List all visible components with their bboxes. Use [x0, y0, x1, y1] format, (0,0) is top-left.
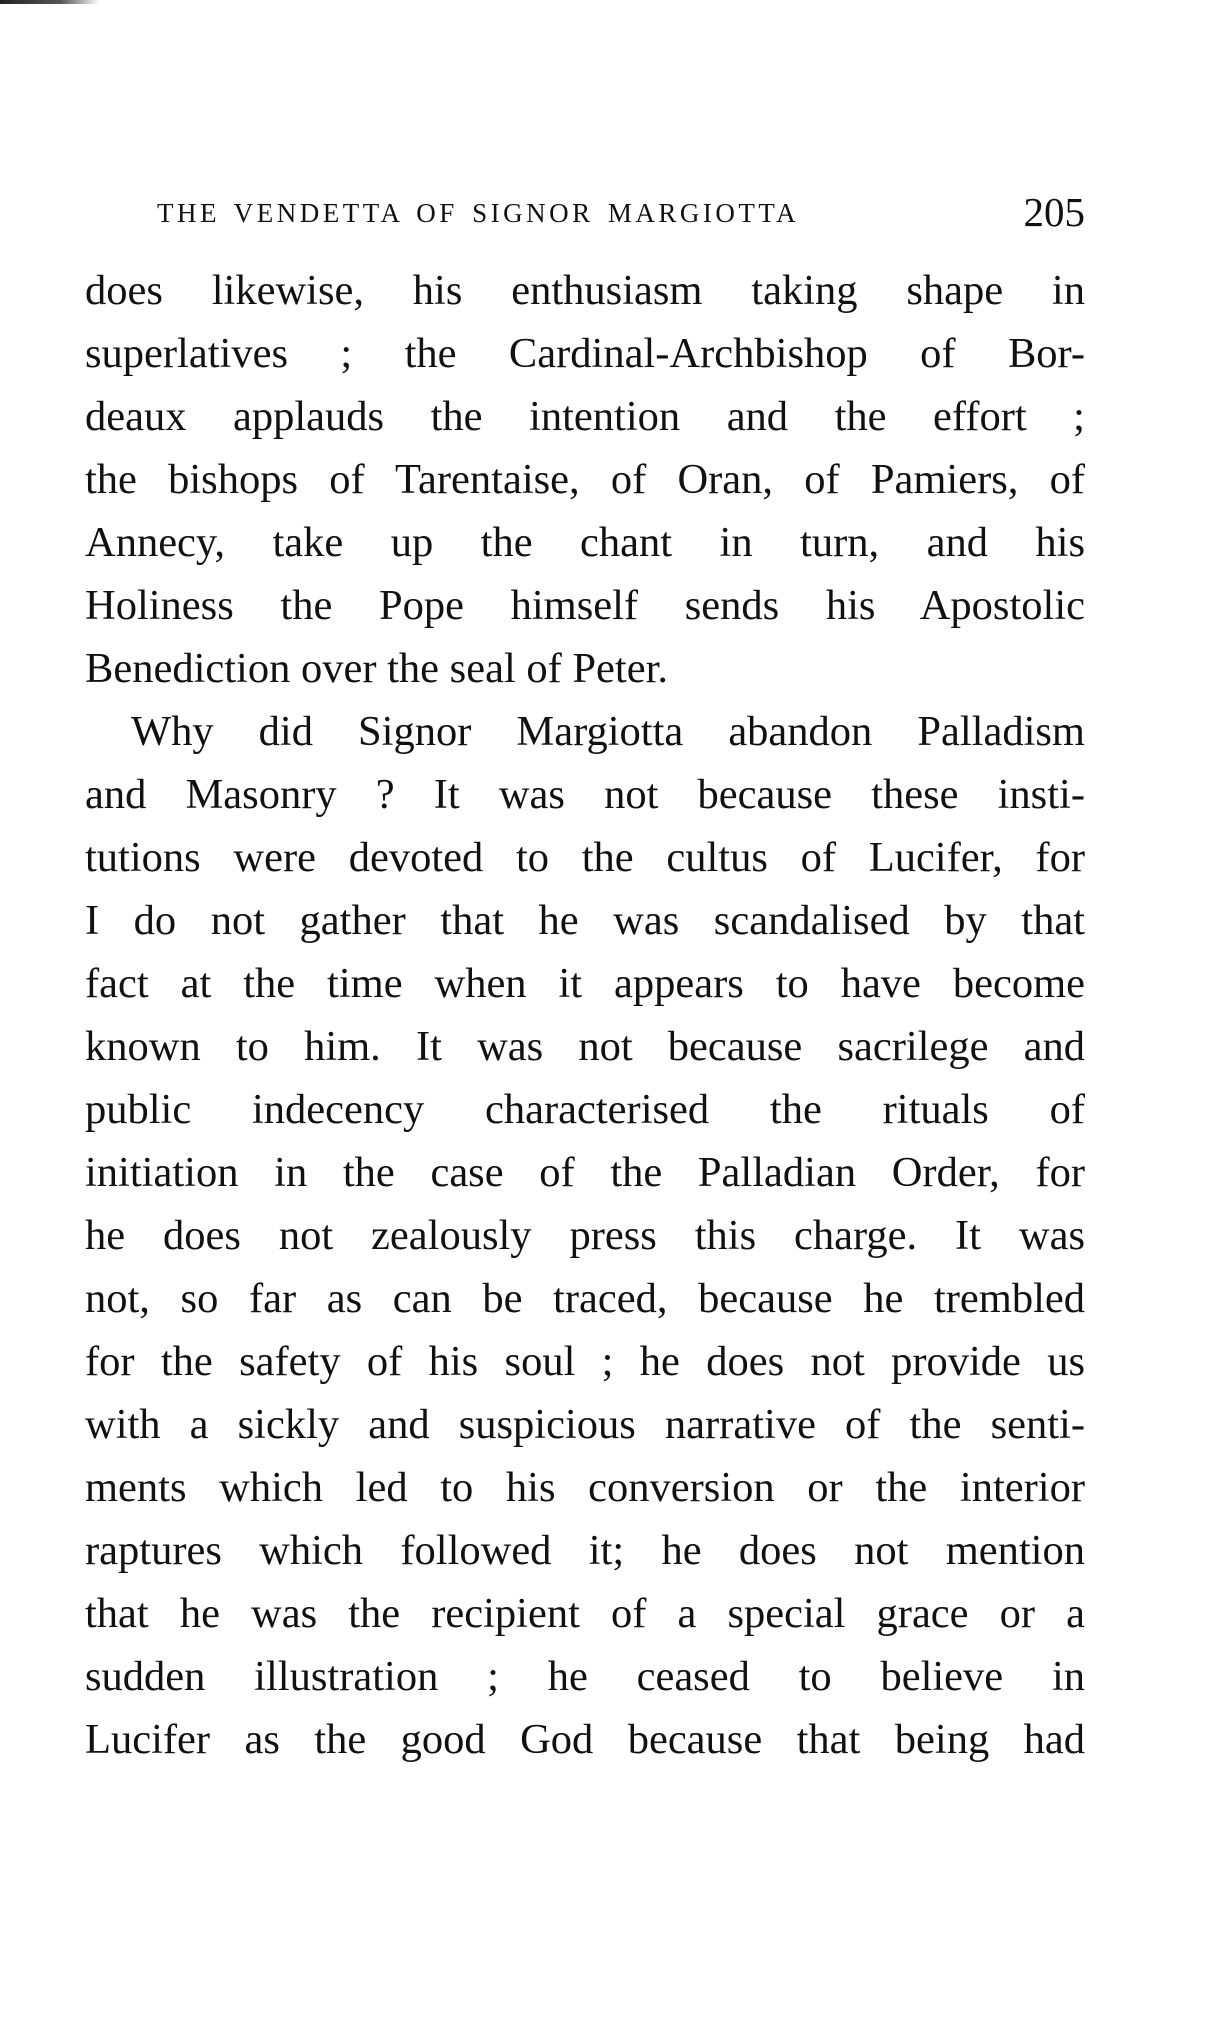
running-title: THE VENDETTA OF SIGNOR MARGIOTTA: [157, 198, 800, 228]
text-line: raptures which followed it; he does not mention: [85, 1527, 1085, 1574]
text-line: tutions were devoted to the cultus of Lucifer, for: [85, 834, 1085, 881]
text-line: ments which led to his conversion or the interior: [85, 1464, 1085, 1511]
text-line: I do not gather that he was scandalised by that: [85, 897, 1085, 944]
text-line: public indecency characterised the rituals of: [85, 1086, 1085, 1133]
text-line: Annecy, take up the chant in turn, and his: [85, 519, 1085, 566]
text-line: does likewise, his enthusiasm taking shape in: [85, 267, 1085, 314]
text-line: and Masonry ? It was not because these insti-: [85, 771, 1085, 818]
body-text: [85, 259, 1085, 1771]
text-line: Why did Signor Margiotta abandon Palladism: [131, 708, 1085, 755]
text-line: with a sickly and suspicious narrative of the senti-: [85, 1401, 1085, 1448]
text-line: for the safety of his soul ; he does not provide us: [85, 1338, 1085, 1385]
text-line: initiation in the case of the Palladian Order, for: [85, 1149, 1085, 1196]
text-line: superlatives ; the Cardinal-Archbishop of Bor-: [85, 330, 1085, 377]
text-line: sudden illustration ; he ceased to believe in: [85, 1653, 1085, 1700]
text-line: deaux applauds the intention and the effort ;: [85, 393, 1085, 440]
text-line: fact at the time when it appears to have become: [85, 960, 1085, 1007]
text-line: known to him. It was not because sacrilege and: [85, 1023, 1085, 1070]
scan-edge-mark: [0, 0, 100, 4]
text-line: Benediction over the seal of Peter.: [85, 645, 669, 692]
text-line: Lucifer as the good God because that being had: [85, 1716, 1085, 1763]
text-line: he does not zealously press this charge. It was: [85, 1212, 1085, 1259]
text-line: the bishops of Tarentaise, of Oran, of Pamiers, of: [85, 456, 1085, 503]
book-page: [85, 188, 1085, 1771]
text-line: that he was the recipient of a special grace or a: [85, 1590, 1085, 1637]
text-line: not, so far as can be traced, because he trembled: [85, 1275, 1085, 1322]
page-number: 205: [1023, 189, 1085, 235]
running-head: [85, 188, 1085, 238]
text-line: Holiness the Pope himself sends his Apostolic: [85, 582, 1085, 629]
